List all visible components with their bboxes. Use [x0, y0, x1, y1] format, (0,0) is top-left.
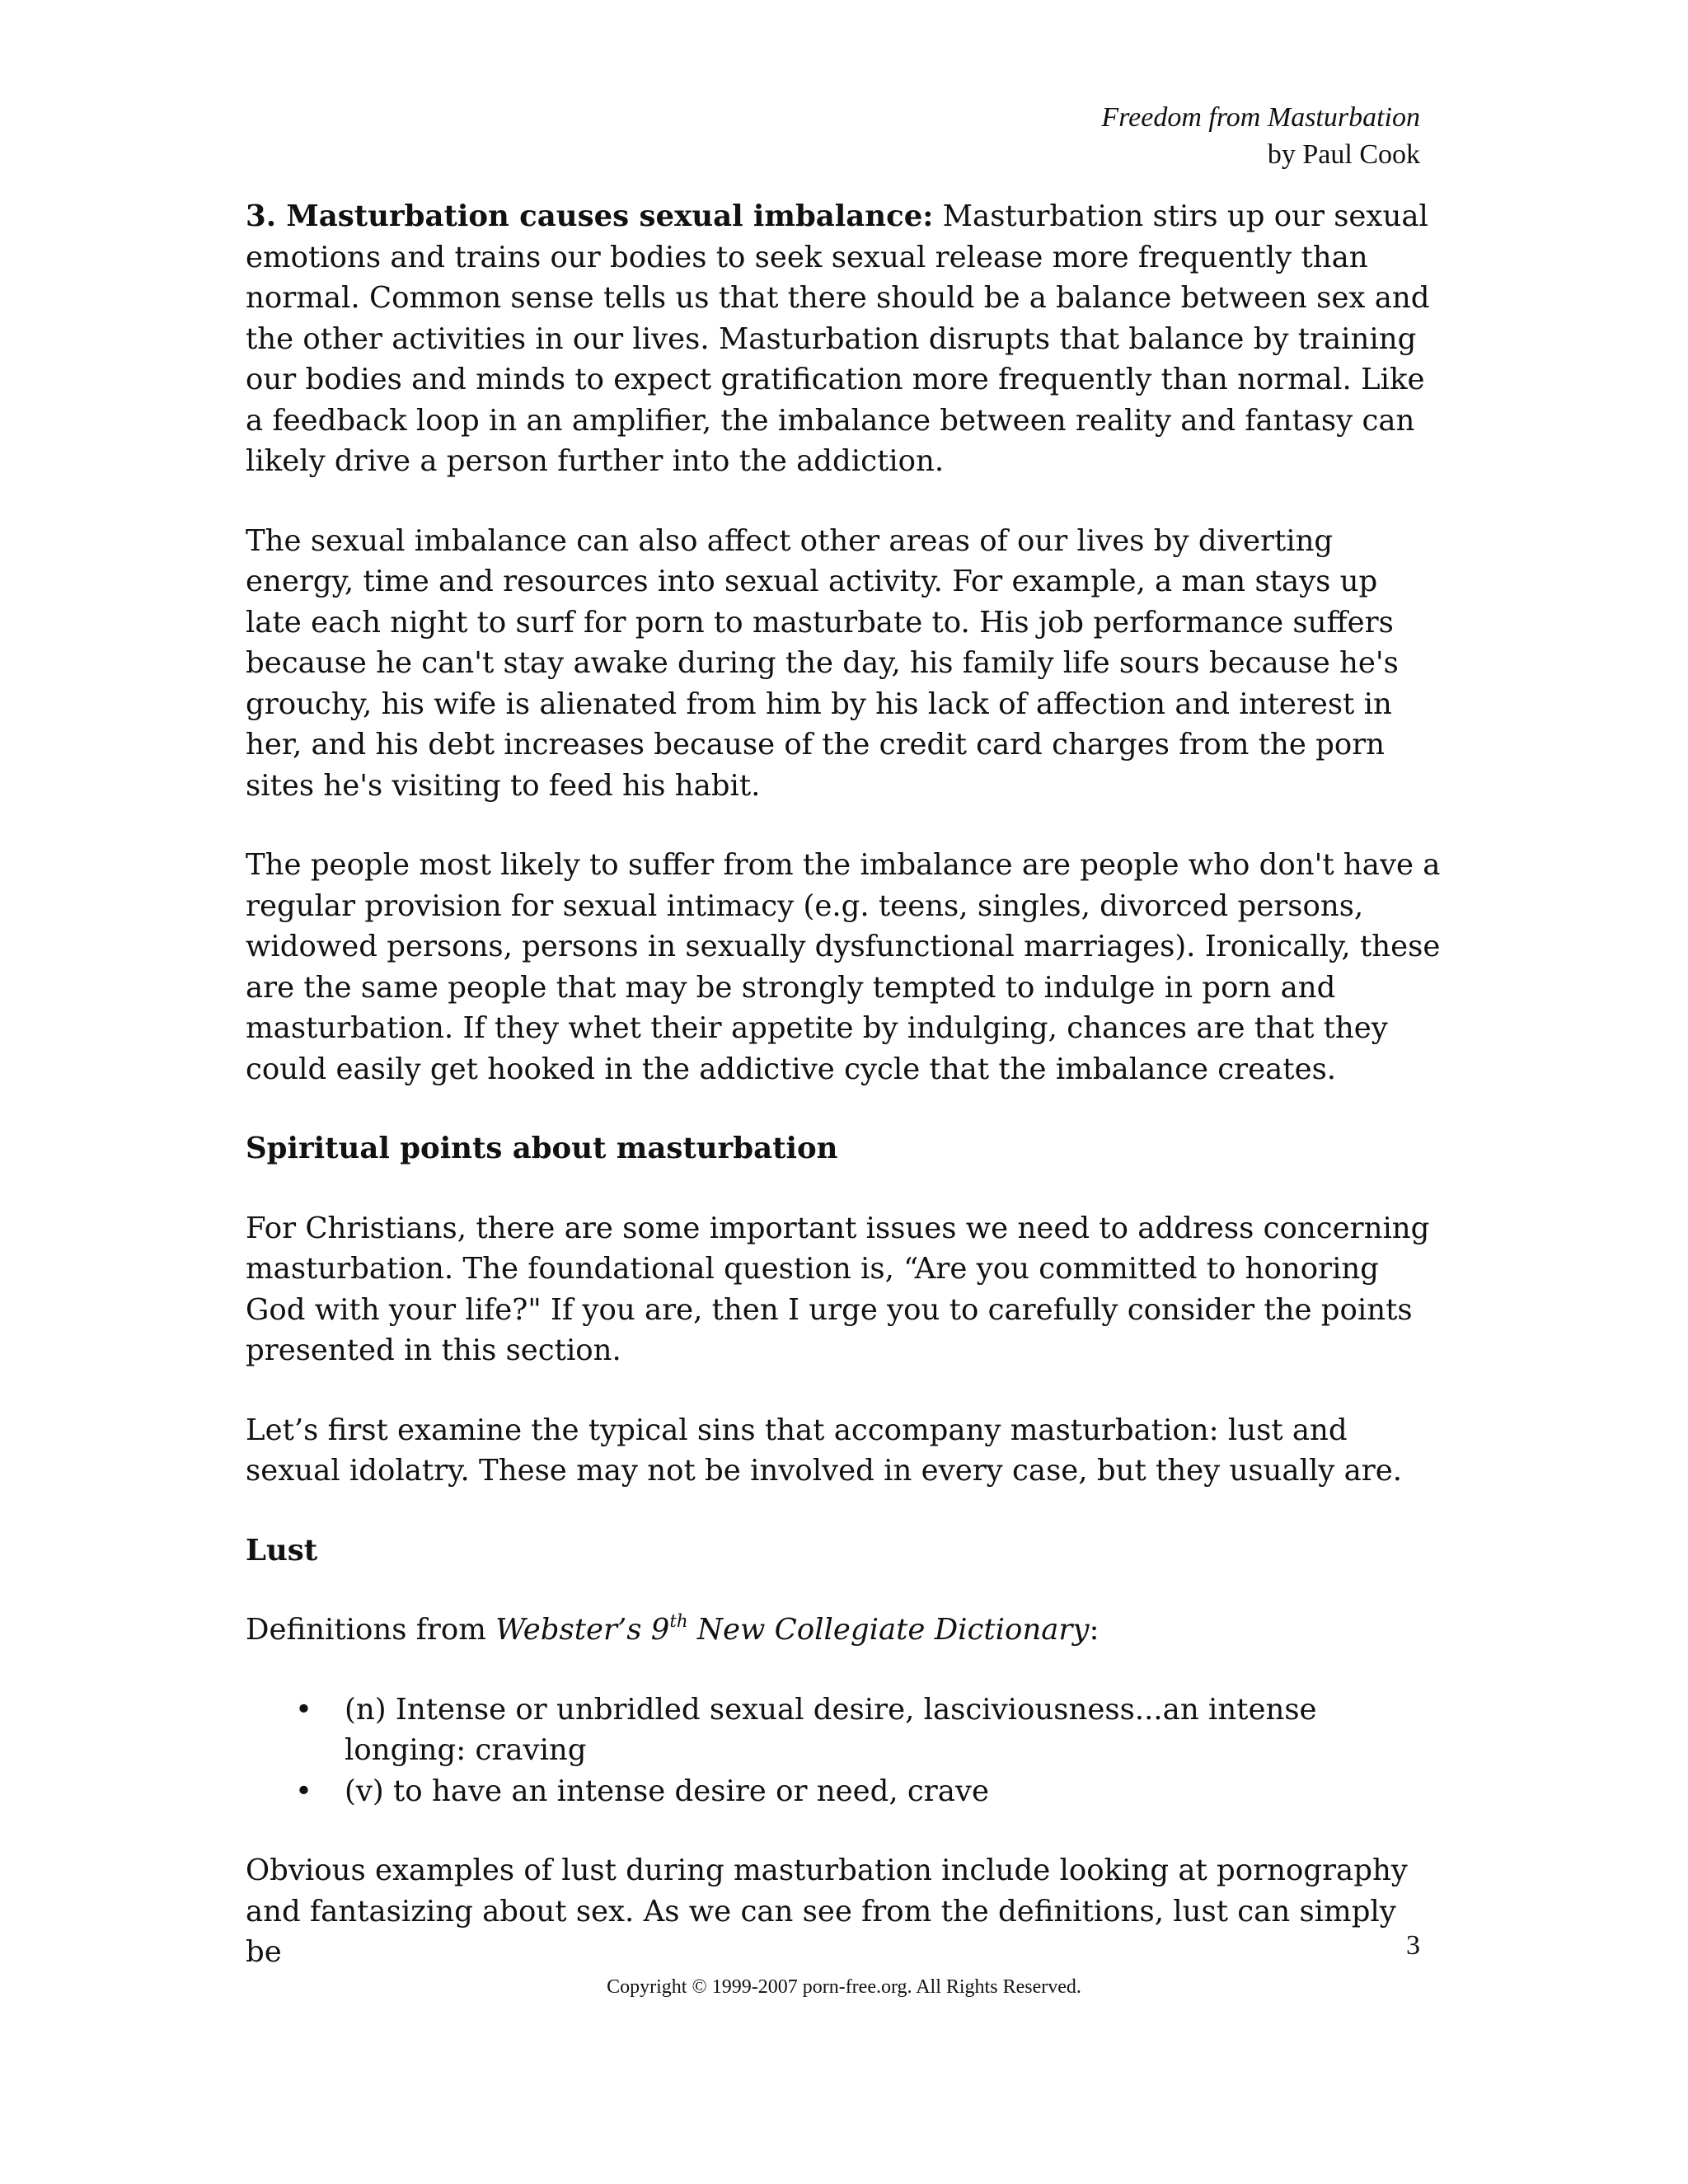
definitions-suffix: : [1089, 1613, 1100, 1647]
bullet-icon: • [295, 1774, 312, 1808]
page-body [246, 196, 1441, 2012]
running-header [1101, 99, 1420, 173]
section-lead: 3. Masturbation causes sexual imbalance: [246, 199, 934, 233]
bullet-icon: • [295, 1692, 312, 1727]
document-author: by Paul Cook [1267, 139, 1420, 170]
dictionary-title: Webster’s 9th New Collegiate Dictionary [495, 1611, 1090, 1647]
page-number: 3 [1406, 1930, 1420, 1961]
paragraph-sexual-imbalance [246, 196, 1441, 482]
paragraph-typical-sins: Let’s first examine the typical sins that accompany masturbation: lust and sexual idolatry. These may not be involved in every case, but they usually are. [246, 1413, 1403, 1488]
ordinal-suffix: th [669, 1611, 688, 1633]
paragraph-likely-sufferers: The people most likely to suffer from the imbalance are people who don't have a regular provision for sexual intimacy (e.g. teens, singles, divorced persons, widowed persons, persons in sexually dysfunctional marriages). Ironically, these are the same people that may be strongly tempted to indulge in porn and masturbation. If they whet their appetite by indulging, chances are that they could easily get hooked in the addictive cycle that the imbalance creates. [246, 848, 1441, 1086]
definition-item-noun [246, 1690, 1441, 1771]
section-text: Masturbation stirs up our sexual emotions and trains our bodies to seek sexual release more frequently than normal. Common sense tells us that there should be a balance between sex and the other activities in our lives. Masturbation disrupts that balance by training our bodies and minds to expect gratification more frequently than normal. Like a feedback loop in an amplifier, the imbalance between reality and fantasy can likely drive a person further into the addiction. [246, 199, 1430, 478]
copyright-footer: Copyright © 1999-2007 porn-free.org. All Rights Reserved. [607, 1976, 1081, 1998]
paragraph-imbalance-effects: The sexual imbalance can also affect other areas of our lives by diverting energy, time and resources into sexual activity. For example, a man stays up late each night to surf for porn to masturbate to. His job performance suffers because he can't stay awake during the day, his family life sours because he's grouchy, his wife is alienated from him by his lack of affection and interest in her, and his debt increases because of the credit card charges from the porn sites he's visiting to feed his habit. [246, 523, 1399, 803]
definitions-prefix: Definitions from [246, 1613, 496, 1647]
definition-text: (v) to have an intense desire or need, crave [345, 1774, 989, 1808]
definition-text: (n) Intense or unbridled sexual desire, lasciviousness...an intense longing: craving [345, 1692, 1317, 1767]
paragraph-obvious-examples: Obvious examples of lust during masturbation include looking at pornography and fantasizing about sex. As we can see from the definitions, lust can simply be [246, 1854, 1408, 1969]
document-title: Freedom from Masturbation [1101, 102, 1420, 133]
heading-lust: Lust [246, 1533, 318, 1568]
definition-list [246, 1690, 1441, 1812]
paragraph-definitions-source [246, 1610, 1441, 1651]
paragraph-christians: For Christians, there are some important issues we need to address concerning masturbation. The foundational question is, “Are you committed to honoring God with your life?" If you are, then I urge you to carefully consider the points presented in this section. [246, 1211, 1430, 1367]
heading-spiritual-points: Spiritual points about masturbation [246, 1132, 838, 1165]
definition-item-verb [246, 1771, 1441, 1812]
